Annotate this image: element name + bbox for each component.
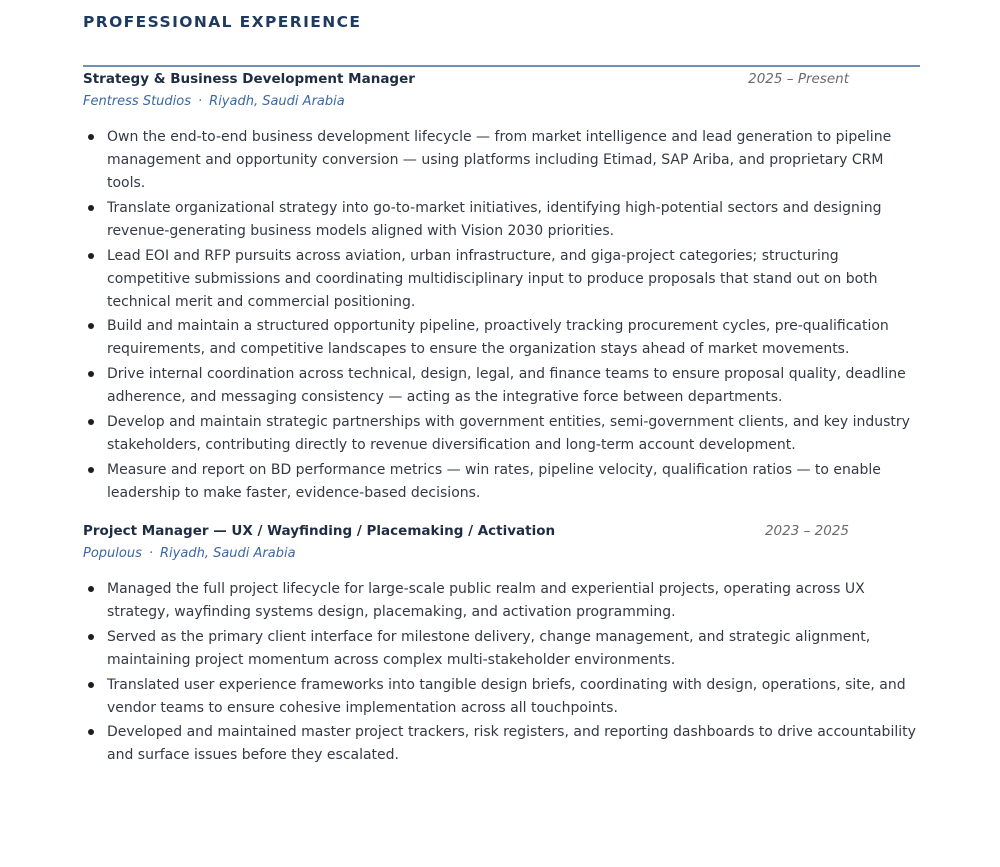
bullet-icon (88, 134, 94, 140)
bullet-text: Build and maintain a structured opportunity pipeline, proactively tracking procurement cycles, pre-qualification requirements, and competitive landscapes to ensure the organization stays ahead of market movements. (107, 318, 889, 358)
list-item (83, 578, 923, 624)
list-item (83, 721, 923, 767)
meta-separator: · (198, 94, 203, 109)
bullet-icon (88, 467, 94, 473)
bullet-text: Measure and report on BD performance metrics — win rates, pipeline velocity, qualification ratios — to enable leadership to make faster, evidence-based decisions. (107, 461, 881, 501)
section-divider (83, 65, 920, 67)
job-company: Populous (83, 546, 142, 561)
list-item (83, 363, 923, 409)
job-location: Riyadh, Saudi Arabia (160, 546, 296, 561)
bullet-text: Own the end-to-end business development lifecycle — from market intelligence and lead generation to pipeline management and opportunity conversion — using platforms including Etimad, SAP Ariba, and proprietary CRM tools. (107, 129, 892, 191)
job-location: Riyadh, Saudi Arabia (209, 94, 345, 109)
bullet-text: Translated user experience frameworks into tangible design briefs, coordinating with design, operations, site, and vendor teams to ensure cohesive implementation across all touchpoints. (107, 676, 906, 716)
bullet-icon (88, 371, 94, 377)
bullet-icon (88, 634, 94, 640)
job-bullet-list (83, 578, 923, 769)
job-title: Strategy & Business Development Manager (83, 71, 415, 87)
bullet-icon (88, 419, 94, 425)
job-company-location (83, 94, 345, 109)
list-item (83, 315, 923, 361)
bullet-icon (88, 586, 94, 592)
list-item (83, 197, 923, 243)
job-bullet-list (83, 126, 923, 507)
list-item (83, 626, 923, 672)
job-dates: 2025 – Present (748, 71, 849, 87)
bullet-text: Served as the primary client interface for milestone delivery, change management, and strategic alignment, maintaining project momentum across complex multi-stakeholder environments. (107, 628, 871, 668)
bullet-text: Drive internal coordination across technical, design, legal, and finance teams to ensure proposal quality, deadline adherence, and messaging consistency — acting as the integrative force between departments. (107, 366, 906, 406)
bullet-icon (88, 205, 94, 211)
bullet-icon (88, 682, 94, 688)
job-company: Fentress Studios (83, 94, 192, 109)
bullet-text: Translate organizational strategy into go-to-market initiatives, identifying high-potential sectors and designing revenue-generating business models aligned with Vision 2030 priorities. (107, 199, 882, 239)
section-heading: PROFESSIONAL EXPERIENCE (83, 13, 362, 31)
bullet-text: Managed the full project lifecycle for large-scale public realm and experiential projects, operating across UX strategy, wayfinding systems design, placemaking, and activation programming. (107, 581, 865, 620)
bullet-icon (88, 323, 94, 329)
bullet-text: Developed and maintained master project trackers, risk registers, and reporting dashboards to drive accountability and surface issues before they escalated. (107, 724, 916, 764)
bullet-text: Lead EOI and RFP pursuits across aviation, urban infrastructure, and giga-project categories; structuring competitive submissions and coordinating multidisciplinary input to produce proposals that stand out on both technical merit and commercial positioning. (107, 247, 878, 310)
job-dates: 2023 – 2025 (764, 523, 849, 539)
list-item (83, 126, 923, 195)
bullet-icon (88, 729, 94, 735)
job-company-location (83, 546, 296, 561)
bullet-text: Develop and maintain strategic partnerships with government entities, semi-government clients, and key industry stakeholders, contributing directly to revenue diversification and long-term account development. (107, 413, 910, 453)
list-item (83, 674, 923, 720)
meta-separator: · (148, 546, 154, 561)
bullet-icon (88, 253, 94, 259)
list-item (83, 245, 923, 314)
list-item (83, 459, 923, 505)
list-item (83, 411, 923, 457)
job-title: Project Manager — UX / Wayfinding / Placemaking / Activation (83, 523, 556, 539)
